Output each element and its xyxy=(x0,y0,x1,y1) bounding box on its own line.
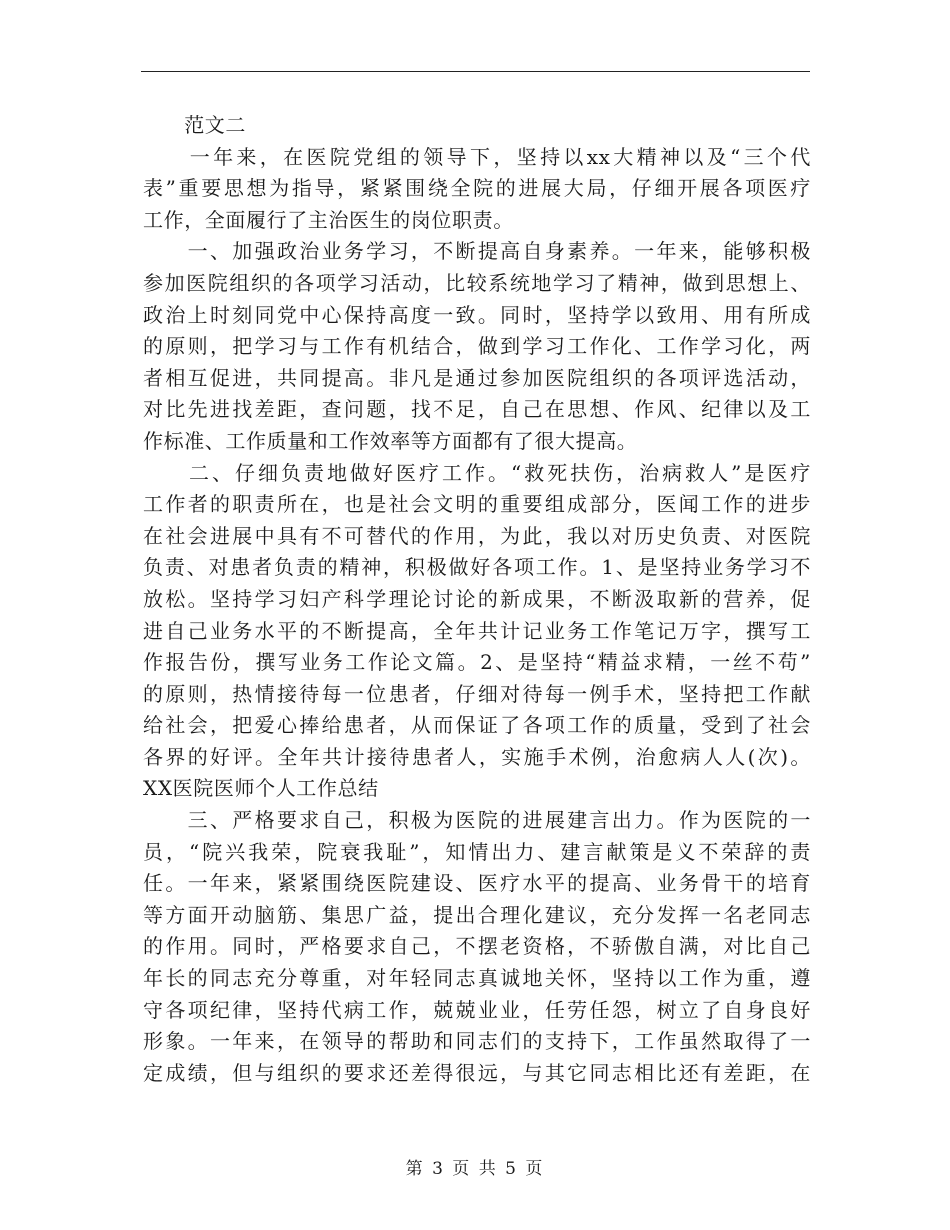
text-line: 工作者的职责所在，也是社会文明的重要组成部分，医闻工作的进步 xyxy=(143,492,811,517)
text-line: 一、加强政治业务学习，不断提高自身素养。一年来，能够积极 xyxy=(143,239,811,264)
text-line: 二、仔细负责地做好医疗工作。“救死扶伤，治病救人”是医疗 xyxy=(143,460,811,485)
text-line: 在社会进展中具有不可替代的作用，为此，我以对历史负责、对医院 xyxy=(143,523,811,548)
text-line: 一年来，在医院党组的领导下，坚持以xx大精神以及“三个代 xyxy=(143,144,811,169)
text-line: XX医院医师个人工作总结 xyxy=(143,776,379,801)
text-line: 放松。坚持学习妇产科学理论讨论的新成果，不断汲取新的营养，促 xyxy=(143,586,811,611)
text-line: 作标准、工作质量和工作效率等方面都有了很大提高。 xyxy=(143,428,638,453)
text-line: 负责、对患者负责的精神，积极做好各项工作。1、是坚持业务学习不 xyxy=(143,555,811,580)
text-line: 年长的同志充分尊重，对年轻同志真诚地关怀，坚持以工作为重，遵 xyxy=(143,966,811,991)
text-line: 工作，全面履行了主治医生的岗位职责。 xyxy=(143,207,514,232)
text-line: 形象。一年来，在领导的帮助和同志们的支持下，工作虽然取得了一 xyxy=(143,1029,811,1054)
text-line: 三、严格要求自己，积极为医院的进展建言出力。作为医院的一 xyxy=(143,808,811,833)
header-rule xyxy=(141,71,810,72)
text-line: 表”重要思想为指导，紧紧围绕全院的进展大局，仔细开展各项医疗 xyxy=(143,176,811,201)
text-line: 等方面开动脑筋、集思广益，提出合理化建议，充分发挥一名老同志 xyxy=(143,902,811,927)
text-line: 对比先进找差距，查问题，找不足，自己在思想、作风、纪律以及工 xyxy=(143,397,811,422)
text-line: 的作用。同时，严格要求自己，不摆老资格，不骄傲自满，对比自己 xyxy=(143,934,811,959)
text-line: 进自己业务水平的不断提高，全年共计记业务工作笔记万字，撰写工 xyxy=(143,618,811,643)
text-line: 任。一年来，紧紧围绕医院建设、医疗水平的提高、业务骨干的培育 xyxy=(143,871,811,896)
text-line: 政治上时刻同党中心保持高度一致。同时，坚持学以致用、用有所成 xyxy=(143,302,811,327)
text-line: 范文二 xyxy=(143,113,246,137)
text-line: 的原则，把学习与工作有机结合，做到学习工作化、工作学习化，两 xyxy=(143,334,811,359)
text-line: 守各项纪律，坚持代病工作，兢兢业业，任劳任怨，树立了自身良好 xyxy=(143,997,811,1022)
text-line: 给社会，把爱心捧给患者，从而保证了各项工作的质量，受到了社会 xyxy=(143,713,811,738)
text-line: 作报告份，撰写业务工作论文篇。2、是坚持“精益求精，一丝不苟” xyxy=(143,650,811,675)
text-line: 的原则，热情接待每一位患者，仔细对待每一例手术，坚持把工作献 xyxy=(143,681,811,706)
text-line: 者相互促进，共同提高。非凡是通过参加医院组织的各项评选活动， xyxy=(143,365,811,390)
document-body xyxy=(143,110,811,1089)
text-line: 定成绩，但与组织的要求还差得很远，与其它同志相比还有差距，在 xyxy=(143,1060,811,1085)
page-number: 第 3 页 共 5 页 xyxy=(405,1159,545,1179)
text-line: 员，“院兴我荣，院衰我耻”，知情出力、建言献策是义不荣辞的责 xyxy=(143,839,811,864)
text-line: 参加医院组织的各项学习活动，比较系统地学习了精神，做到思想上、 xyxy=(143,270,811,295)
text-line: 各界的好评。全年共计接待患者人，实施手术例，治愈病人人(次)。 xyxy=(143,744,811,769)
